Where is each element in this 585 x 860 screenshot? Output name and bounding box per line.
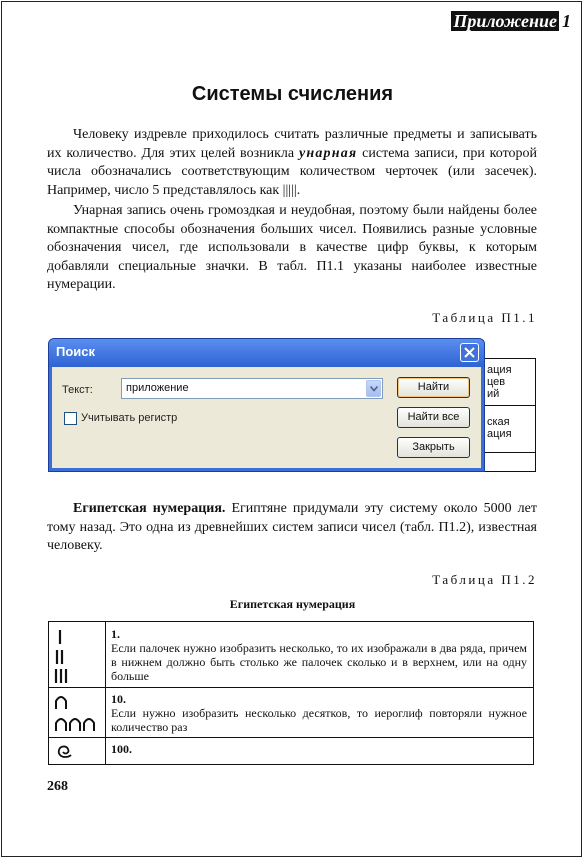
table2-caption: Таблица П1.2 — [432, 572, 537, 587]
find-all-button[interactable]: Найти все — [397, 407, 470, 428]
egyptian-numeration-table — [48, 621, 534, 765]
dialog-title: Поиск — [56, 344, 96, 359]
stroke-glyph — [52, 626, 82, 684]
row-number: 100. — [111, 742, 132, 756]
table-row-1 — [111, 627, 527, 683]
table1-fragment: цев — [487, 376, 506, 388]
search-text-combobox[interactable] — [121, 378, 383, 399]
dialog-body — [52, 367, 481, 468]
paragraph-unary-text-2: система записи, при которой числа обозначались соответствующим количеством черточек (или засечек). Например, число 5 представлялось как |||||. — [47, 145, 537, 198]
paragraph-unary — [47, 126, 537, 200]
table-row-divider — [49, 687, 533, 688]
table1-fragment: ация — [487, 364, 512, 376]
table-column-divider — [105, 622, 106, 764]
find-button[interactable]: Найти — [397, 377, 470, 398]
close-icon — [464, 347, 475, 358]
match-case-label[interactable]: Учитывать регистр — [81, 412, 178, 424]
search-text-value[interactable]: приложение — [126, 382, 189, 394]
chevron-down-icon — [370, 386, 378, 392]
running-head-label: Приложение — [453, 11, 557, 31]
table-row-2 — [111, 692, 527, 734]
paragraph-numerations: Унарная запись очень громоздкая и неудобная, поэтому были найдены более компактные способы обозначения больших чисел. Появились разные условные обозначения чисел, где использовали в качестве цифр буквы, к которым добавляли специальные значки. В табл. П1.1 указаны наиболее известные нумерации. — [47, 203, 537, 292]
dialog-close-button[interactable]: Закрыть — [397, 437, 470, 458]
table-row-3 — [111, 742, 527, 756]
dialog-titlebar[interactable] — [49, 339, 484, 367]
term-unary: унарная — [298, 145, 358, 161]
search-dialog — [48, 338, 485, 472]
table1-fragment: ская — [487, 416, 510, 428]
row-number: 1. — [111, 627, 120, 641]
table2-heading: Египетская нумерация — [229, 597, 356, 611]
text-field-label: Текст: — [62, 384, 93, 396]
combo-dropdown-button[interactable] — [366, 380, 381, 397]
paragraph-egyptian — [47, 500, 537, 556]
table1-fragment: ий — [487, 388, 500, 400]
page-number: 268 — [47, 779, 68, 794]
paragraph-unary-text-1: Человеку издревле приходилось считать различные предметы и записывать их количество. Для этих целей возникла — [47, 127, 537, 161]
row-text: Если нужно изобразить несколько десятков, то иероглиф повторяли нужное количество раз — [111, 706, 527, 734]
table-row-divider — [49, 737, 533, 738]
row-text: Если палочек нужно изобразить несколько, то их изображали в два ряда, причем в нижнем должно быть столько же палочек сколько и в верхнем, или на одну больше — [111, 641, 527, 683]
running-head-number: 1 — [562, 11, 571, 31]
arch-glyph — [52, 691, 104, 735]
page-title: Системы счисления — [191, 83, 394, 105]
table1-row-divider — [484, 452, 536, 453]
match-case-checkbox[interactable] — [64, 412, 77, 425]
paragraph-egyptian-heading: Египетская нумерация. — [73, 501, 226, 516]
table1-caption: Таблица П1.1 — [432, 310, 537, 325]
paragraph-egyptian-text: Египтяне придумали эту систему около 5000 лет тому назад. Это одна из древнейших систем записи чисел (табл. П1.2), известная человеку. — [47, 501, 537, 553]
close-button[interactable] — [460, 343, 479, 362]
table1-row-divider — [484, 405, 536, 406]
row-number: 10. — [111, 692, 126, 706]
running-head — [451, 11, 571, 31]
table1-fragment: ация — [487, 428, 512, 440]
coil-glyph — [53, 740, 77, 764]
